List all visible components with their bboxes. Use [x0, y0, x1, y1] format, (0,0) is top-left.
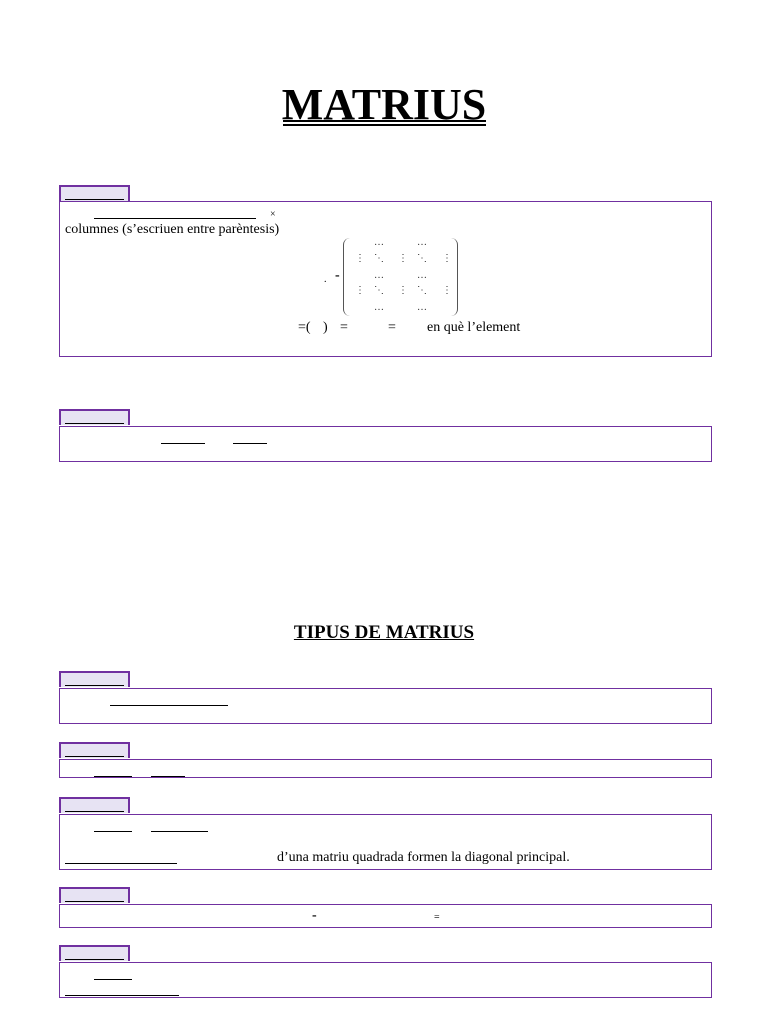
blank-line: [110, 705, 228, 706]
matrix-dash: -: [335, 268, 340, 283]
matrix-ddots: ⋱: [374, 285, 384, 296]
section-box-5: [59, 814, 712, 870]
blank-line: [65, 995, 179, 996]
matrix-vdots: ⋮: [355, 253, 365, 264]
notation-text: en què l’element: [427, 320, 521, 335]
section-box-3: [59, 688, 712, 724]
matrix-hdots: …: [417, 270, 427, 281]
blank-line: [94, 218, 256, 219]
notation-close: ): [323, 320, 328, 335]
times-symbol: ×: [270, 209, 276, 220]
diagonal-text: d’una matriu quadrada formen la diagonal principal.: [277, 850, 570, 865]
blank-line: [94, 979, 132, 980]
definition-box: [59, 201, 712, 357]
equation-dash: -: [312, 908, 317, 923]
section-box-2: [59, 426, 712, 462]
notation-open: =(: [298, 320, 311, 335]
section-tab-6: [59, 887, 130, 903]
page-title: MATRIUS: [281, 80, 487, 129]
matrix-vdots: ⋮: [442, 253, 452, 264]
matrix-vdots: ⋮: [442, 285, 452, 296]
title-underline-2: [283, 124, 486, 126]
blank-line: [94, 831, 132, 832]
section-box-7: [59, 962, 712, 998]
equation-equals: =: [434, 912, 440, 923]
blank-line: [233, 443, 267, 444]
blank-line: [151, 831, 208, 832]
matrix-hdots: …: [374, 270, 384, 281]
matrix-ddots: ⋱: [417, 253, 427, 264]
section-box-4: [59, 759, 712, 778]
notation-equals-2: =: [388, 320, 396, 335]
blank-line: [65, 863, 177, 864]
blank-line: [151, 776, 185, 777]
section-box-6: [59, 904, 712, 928]
matrix-vdots: ⋮: [398, 285, 408, 296]
section-heading: TIPUS DE MATRIUS: [293, 622, 475, 643]
blank-line: [161, 443, 205, 444]
matrix-vdots: ⋮: [398, 253, 408, 264]
matrix-left-paren: [343, 238, 350, 316]
subscript-mark: .: [324, 274, 327, 285]
section-tab-5: [59, 797, 130, 813]
section-tab-7: [59, 945, 130, 961]
section-tab-2: [59, 409, 130, 425]
matrix-hdots: …: [417, 237, 427, 248]
matrix-hdots: …: [374, 237, 384, 248]
matrix-ddots: ⋱: [374, 253, 384, 264]
section-tab-definition: [59, 185, 130, 201]
title-underline-1: [283, 120, 486, 122]
matrix-hdots: …: [417, 302, 427, 313]
matrix-ddots: ⋱: [417, 285, 427, 296]
definition-text: columnes (s’escriuen entre parèntesis): [65, 222, 280, 237]
notation-equals-1: =: [340, 320, 348, 335]
section-tab-4: [59, 742, 130, 758]
matrix-right-paren: [451, 238, 458, 316]
matrix-hdots: …: [374, 302, 384, 313]
section-tab-3: [59, 671, 130, 687]
matrix-vdots: ⋮: [355, 285, 365, 296]
blank-line: [94, 776, 132, 777]
